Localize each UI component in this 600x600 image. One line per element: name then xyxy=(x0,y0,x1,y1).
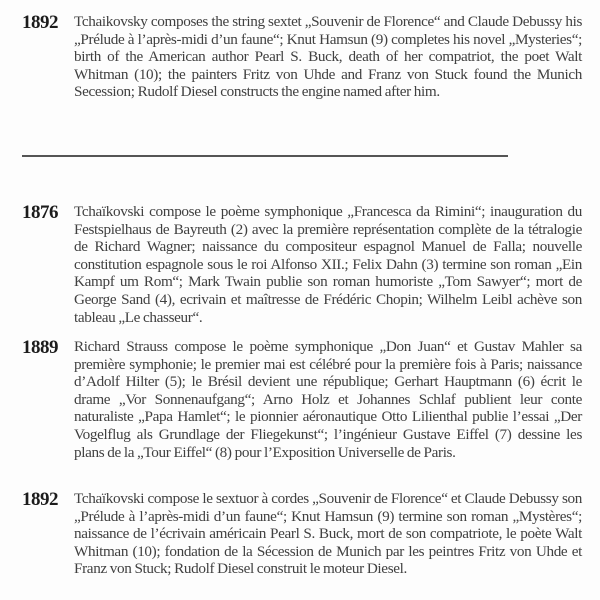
entry-year: 1889 xyxy=(22,337,58,358)
entry-text: Tchaïkovski compose le sextuor à cordes „Souvenir de Florence“ et Claude Debussy son „Prélude à l’après-midi d’un faune“; Knut Hamsun (9) termine son roman „Mystères“; naissance de l’écrivain américain Pearl S. Buck, mort de son compatriote, le poète Walt Whitman (10); fondation de la Sécession de Munich par les peintres Fritz von Uhde et Franz von Stuck; Rudolf Diesel construit le moteur Diesel. xyxy=(74,490,582,578)
timeline-entry-1892-english xyxy=(22,13,582,101)
entry-text: Richard Strauss compose le poème symphonique „Don Juan“ et Gustav Mahler sa première symphonie; le premier mai est célébré pour la première fois à Paris; naissance d’Adolf Hilter (5); le Brésil devient une république; Gerhart Hauptmann (6) écrit le drame „Vor Sonnenaufgang“; Arno Holz et Johannes Schlaf publient leur conte naturaliste „Papa Hamlet“; le pionnier aéronautique Otto Lilienthal publie l’essai „Der Vogelflug als Grundlage der Fliegekunst“; l’ingénieur Gustave Eiffel (7) dessine les plans de la „Tour Eiffel“ (8) pour l’Exposition Universelle de Paris. xyxy=(74,338,582,461)
timeline-entry-1892-french xyxy=(22,490,582,578)
timeline-entry-1876 xyxy=(22,203,582,326)
entry-text: Tchaïkovski compose le poème symphonique „Francesca da Rimini“; inauguration du Festspielhaus de Bayreuth (2) avec la première représentation complète de la tétralogie de Richard Wagner; naissance du compositeur espagnol Manuel de Falla; nouvelle constitution espagnole sous le roi Alfonso XII.; Felix Dahn (3) termine son roman „Ein Kampf um Rom“; Mark Twain publie son roman humoriste „Tom Sawyer“; mort de George Sand (4), ecrivain et maîtresse de Frédéric Chopin; Wilhelm Leibl achève son tableau „Le chasseur“. xyxy=(74,203,582,326)
entry-year: 1892 xyxy=(22,489,58,510)
entry-year: 1892 xyxy=(22,12,58,33)
entry-text: Tchaikovsky composes the string sextet „Souvenir de Florence“ and Claude Debussy his „Prélude à l’après-midi d’un faune“; Knut Hamsun (9) completes his novel „Mysteries“; birth of the American author Pearl S. Buck, death of her compatriot, the poet Walt Whitman (10); the painters Fritz von Uhde and Franz von Stuck found the Munich Secession; Rudolf Diesel constructs the engine named after him. xyxy=(74,13,582,101)
timeline-entry-1889 xyxy=(22,338,582,461)
section-divider xyxy=(22,155,508,157)
entry-year: 1876 xyxy=(22,202,58,223)
